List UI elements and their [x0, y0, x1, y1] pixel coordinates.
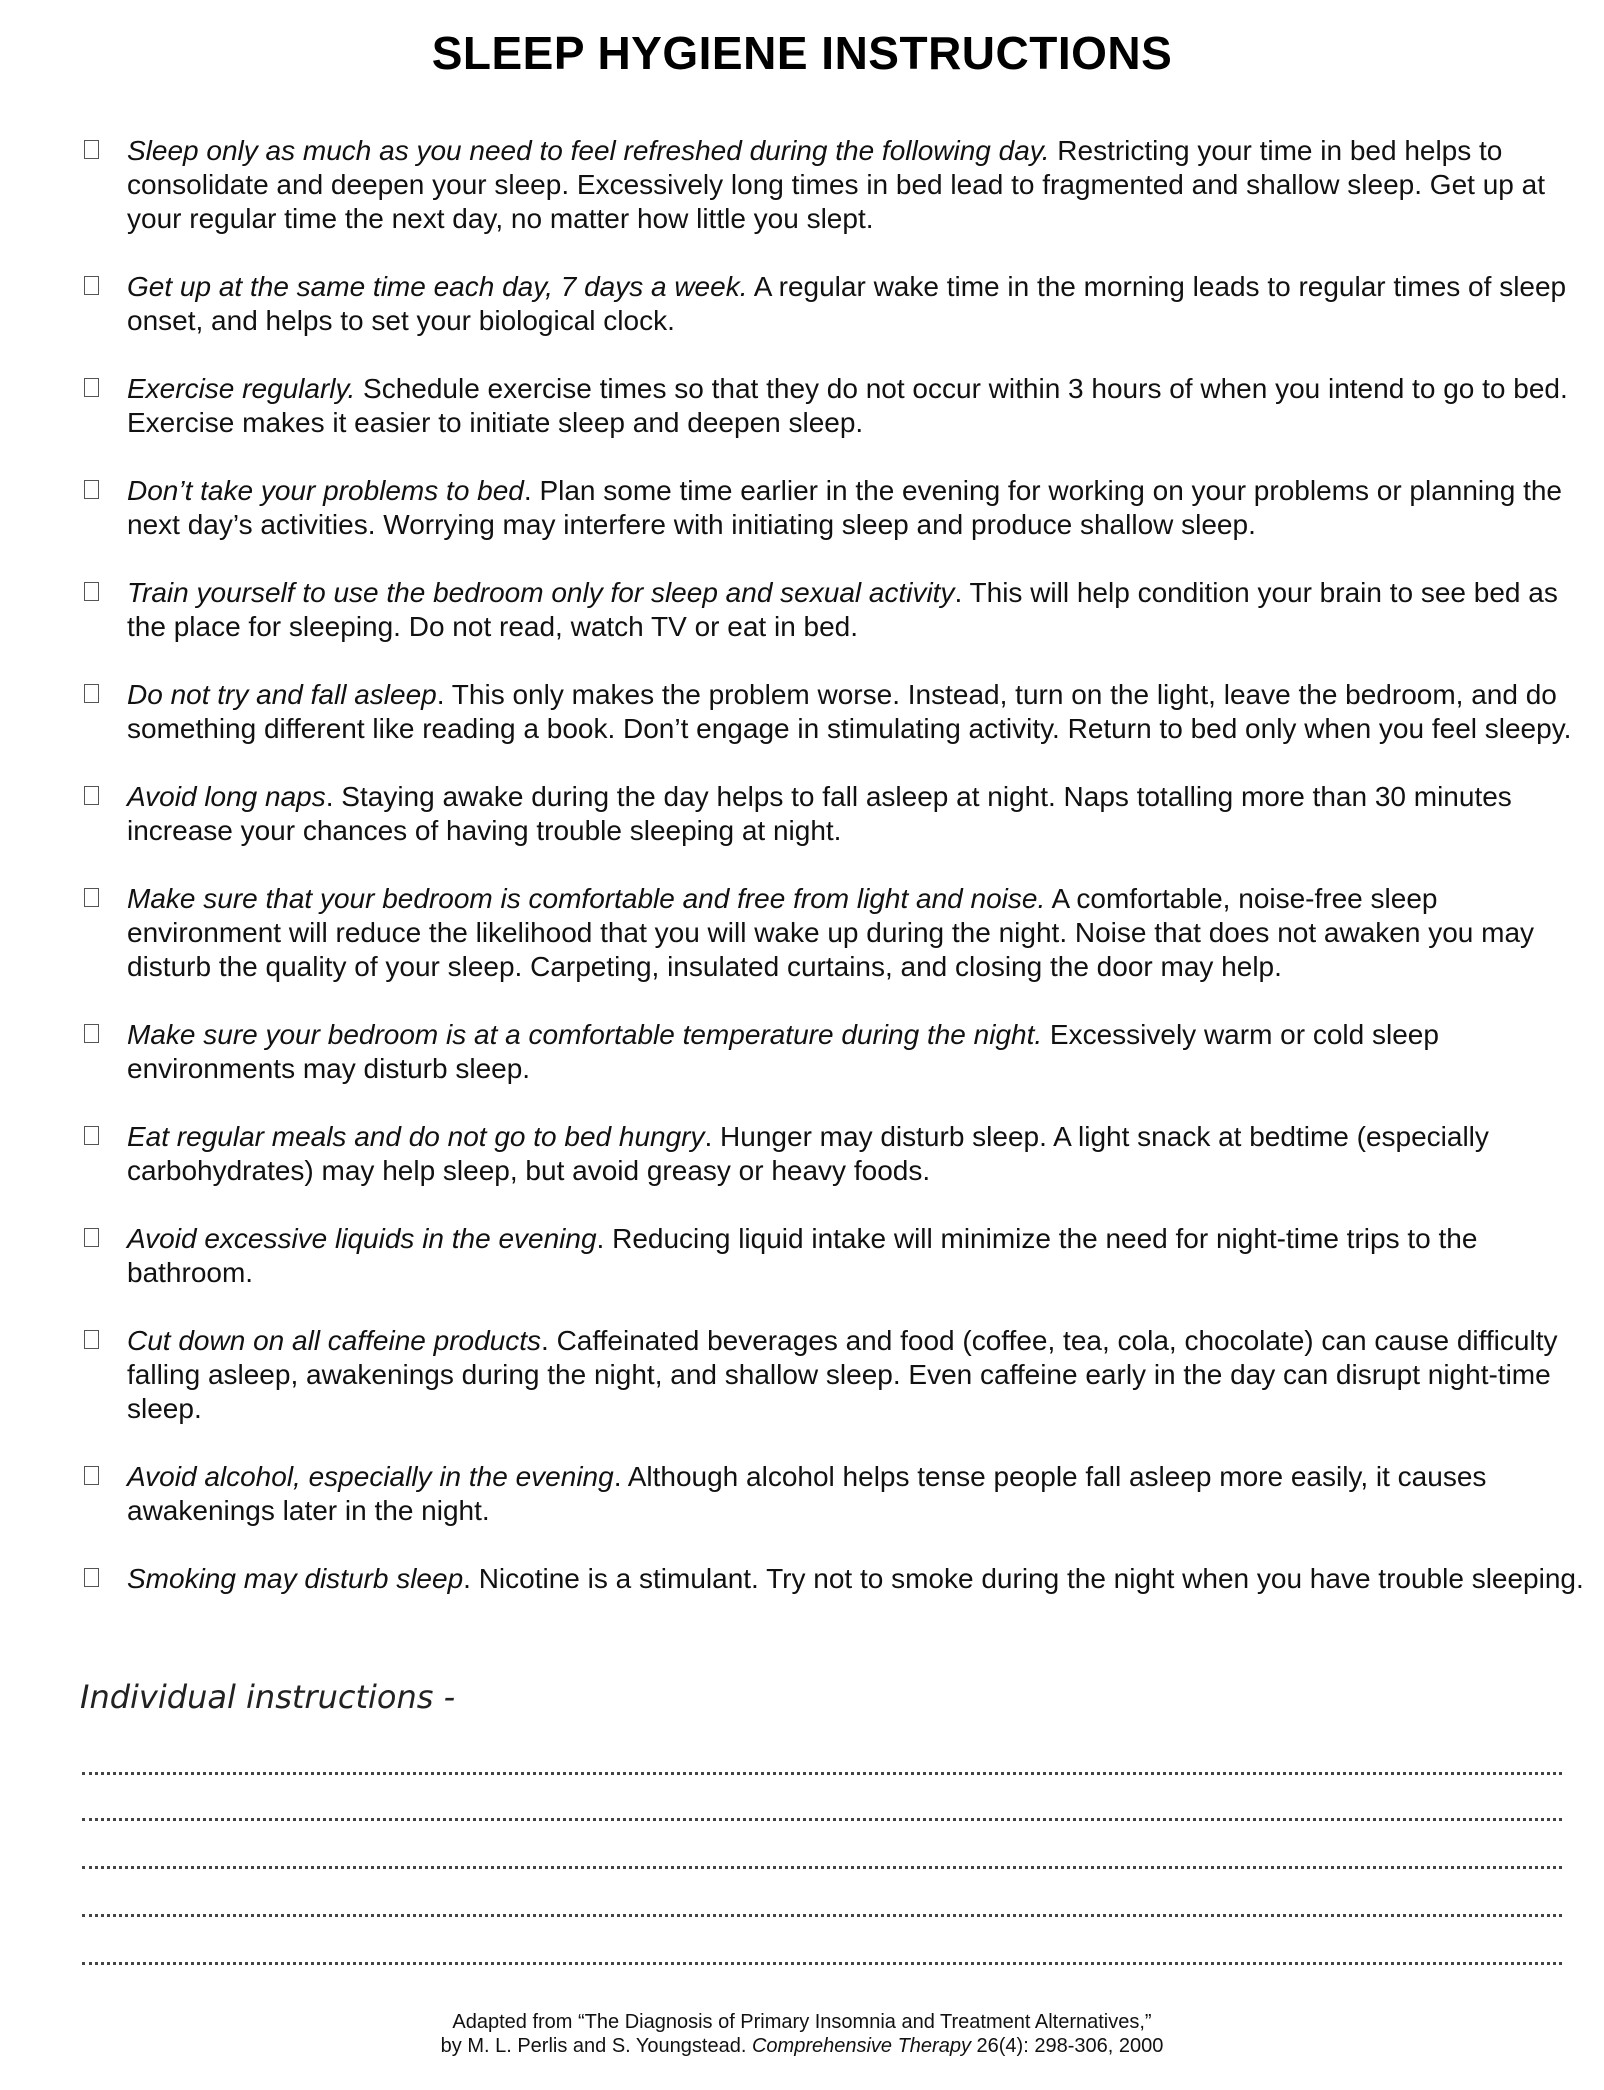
citation-line-2	[0, 2034, 1604, 2058]
checkbox[interactable]	[84, 140, 99, 159]
instruction-lead: Eat regular meals and do not go to bed hungry	[127, 1121, 705, 1152]
citation-line-1: Adapted from “The Diagnosis of Primary Insomnia and Treatment Alternatives,”	[452, 2011, 1152, 2033]
instruction-body: . Reducing liquid intake will minimize the need for night-time trips to the bathroom.	[127, 1223, 1478, 1288]
instruction-item-14	[84, 1562, 1584, 1596]
checkbox[interactable]	[84, 1024, 99, 1043]
writing-line[interactable]	[82, 1914, 1562, 1917]
writing-line[interactable]	[82, 1772, 1562, 1775]
instruction-item-7	[84, 780, 1584, 848]
instruction-body: . Staying awake during the day helps to fall asleep at night. Naps totalling more than 30 minutes increase your chances of having trouble sleeping at night.	[127, 781, 1512, 846]
instruction-item-4	[84, 474, 1584, 542]
instruction-item-8	[84, 882, 1584, 984]
instruction-item-3	[84, 372, 1584, 440]
instruction-list	[84, 134, 1584, 1596]
writing-line[interactable]	[82, 1866, 1562, 1869]
instruction-item-2	[84, 270, 1584, 338]
instruction-body: . Nicotine is a stimulant. Try not to smoke during the night when you have trouble sleeping.	[463, 1563, 1584, 1594]
instruction-lead: Get up at the same time each day, 7 days a week.	[127, 271, 748, 302]
checkbox[interactable]	[84, 276, 99, 295]
instruction-lead: Avoid alcohol, especially in the evening	[127, 1461, 614, 1492]
individual-instructions-label: Individual instructions -	[80, 1678, 456, 1716]
instruction-lead: Exercise regularly.	[127, 373, 356, 404]
instruction-body: . This only makes the problem worse. Instead, turn on the light, leave the bedroom, and do something different like reading a book. Don’t engage in stimulating activity. Return to bed only when you feel sleepy.	[127, 679, 1572, 744]
instruction-lead: Train yourself to use the bedroom only for sleep and sexual activity	[127, 577, 955, 608]
instruction-lead: Cut down on all caffeine products	[127, 1325, 542, 1356]
page-title: SLEEP HYGIENE INSTRUCTIONS	[431, 27, 1173, 79]
writing-line[interactable]	[82, 1962, 1562, 1965]
checkbox[interactable]	[84, 1126, 99, 1145]
instruction-body: Schedule exercise times so that they do not occur within 3 hours of when you intend to go to bed. Exercise makes it easier to initiate sleep and deepen sleep.	[127, 373, 1568, 438]
instruction-item-1	[84, 134, 1584, 236]
checkbox[interactable]	[84, 1568, 99, 1587]
instruction-body: . Hunger may disturb sleep. A light snack at bedtime (especially carbohydrates) may help sleep, but avoid greasy or heavy foods.	[127, 1121, 1489, 1186]
instruction-lead: Do not try and fall asleep	[127, 679, 437, 710]
instruction-item-11	[84, 1222, 1584, 1290]
citation	[0, 2010, 1604, 2058]
checkbox[interactable]	[84, 480, 99, 499]
instruction-body: Excessively warm or cold sleep environments may disturb sleep.	[127, 1019, 1439, 1084]
instruction-lead: Avoid excessive liquids in the evening	[127, 1223, 597, 1254]
instruction-lead: Sleep only as much as you need to feel refreshed during the following day.	[127, 135, 1050, 166]
instruction-item-10	[84, 1120, 1584, 1188]
citation-authors: by M. L. Perlis and S. Youngstead.	[440, 2035, 752, 2057]
instruction-item-9	[84, 1018, 1584, 1086]
checkbox[interactable]	[84, 786, 99, 805]
instruction-body: A regular wake time in the morning leads to regular times of sleep onset, and helps to set your biological clock.	[127, 271, 1567, 336]
instruction-body: Restricting your time in bed helps to consolidate and deepen your sleep. Excessively long times in bed lead to fragmented and shallow sleep. Get up at your regular time the next day, no matter how little you slept.	[127, 135, 1545, 234]
instruction-body: . Although alcohol helps tense people fall asleep more easily, it causes awakenings later in the night.	[127, 1461, 1487, 1526]
checkbox[interactable]	[84, 684, 99, 703]
instruction-item-5	[84, 576, 1584, 644]
instruction-body: . This will help condition your brain to see bed as the place for sleeping. Do not read, watch TV or eat in bed.	[127, 577, 1558, 642]
instruction-lead: Avoid long naps	[127, 781, 326, 812]
instruction-lead: Smoking may disturb sleep	[127, 1563, 464, 1594]
instruction-body: A comfortable, noise-free sleep environment will reduce the likelihood that you will wake up during the night. Noise that does not awaken you may disturb the quality of your sleep. Carpeting, insulated curtains, and closing the door may help.	[127, 883, 1535, 982]
instruction-item-6	[84, 678, 1584, 746]
checkbox[interactable]	[84, 1466, 99, 1485]
checkbox[interactable]	[84, 582, 99, 601]
instruction-body: . Plan some time earlier in the evening for working on your problems or planning the next day’s activities. Worrying may interfere with initiating sleep and produce shallow sleep.	[127, 475, 1562, 540]
citation-journal: Comprehensive Therapy	[751, 2035, 971, 2057]
checkbox[interactable]	[84, 888, 99, 907]
checkbox[interactable]	[84, 1330, 99, 1349]
writing-line[interactable]	[82, 1818, 1562, 1821]
instruction-body: . Caffeinated beverages and food (coffee, tea, cola, chocolate) can cause difficulty falling asleep, awakenings during the night, and shallow sleep. Even caffeine early in the day can disrupt night-time sleep.	[127, 1325, 1558, 1424]
checkbox[interactable]	[84, 1228, 99, 1247]
instruction-lead: Make sure your bedroom is at a comfortable temperature during the night.	[127, 1019, 1043, 1050]
checkbox[interactable]	[84, 378, 99, 397]
citation-volume: 26(4): 298-306, 2000	[970, 2035, 1164, 2057]
instruction-item-13	[84, 1460, 1584, 1528]
instruction-lead: Make sure that your bedroom is comfortable and free from light and noise.	[127, 883, 1046, 914]
instruction-item-12	[84, 1324, 1584, 1426]
instruction-lead: Don’t take your problems to bed	[127, 475, 524, 506]
